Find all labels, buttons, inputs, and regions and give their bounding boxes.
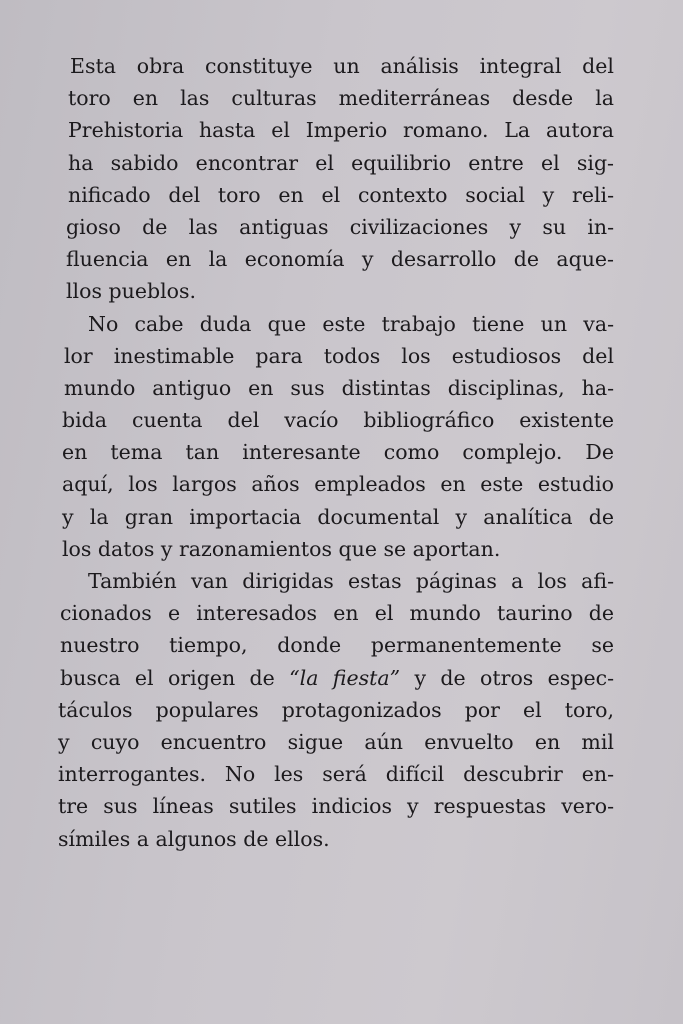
text-line: ha sabido encontrar el equilibrio entre el sig- bbox=[68, 150, 614, 175]
text-line: símiles a algunos de ellos. bbox=[58, 826, 330, 851]
text-line: y la gran importacia documental y analítica de bbox=[62, 504, 614, 529]
text-line: llos pueblos. bbox=[66, 279, 197, 304]
text-line: mundo antiguo en sus distintas disciplinas, ha- bbox=[64, 375, 614, 400]
text-line: cionados e interesados en el mundo taurino de bbox=[60, 601, 614, 626]
text-line: nificado del toro en el contexto social y reli- bbox=[68, 182, 614, 207]
text-line: tre sus líneas sutiles indicios y respuestas vero- bbox=[58, 794, 614, 819]
text-fragment: busca el origen de bbox=[60, 665, 290, 690]
text-line: Prehistoria hasta el Imperio romano. La autora bbox=[68, 118, 614, 143]
text-line: gioso de las antiguas civilizaciones y su in- bbox=[66, 214, 614, 239]
text-line: interrogantes. No les será difícil descubrir en- bbox=[58, 762, 614, 787]
text-fragment: y de otros espec- bbox=[414, 665, 614, 690]
paragraph-2 bbox=[58, 308, 614, 566]
text-line: y cuyo encuentro sigue aún envuelto en mil bbox=[58, 729, 614, 754]
text-line: No cabe duda que este trabajo tiene un va- bbox=[88, 311, 614, 336]
text-line: nuestro tiempo, donde permanentemente se bbox=[60, 633, 614, 658]
text-line: en tema tan interesante como complejo. De bbox=[62, 440, 614, 465]
paragraph-3 bbox=[58, 565, 614, 855]
italic-phrase: “la fiesta” bbox=[289, 665, 401, 690]
paragraph-1 bbox=[58, 50, 614, 308]
text-line: También van dirigidas estas páginas a los afi- bbox=[88, 569, 614, 593]
cover-text bbox=[58, 50, 614, 855]
text-line-with-italic bbox=[58, 662, 614, 694]
text-line: fluencia en la economía y desarrollo de aque- bbox=[66, 247, 614, 272]
text-line: lor inestimable para todos los estudiosos del bbox=[64, 343, 614, 368]
text-line: Esta obra constituye un análisis integral del bbox=[70, 54, 614, 78]
text-line: táculos populares protagonizados por el toro, bbox=[58, 697, 614, 722]
text-line: aquí, los largos años empleados en este estudio bbox=[62, 472, 614, 497]
text-line: toro en las culturas mediterráneas desde la bbox=[68, 86, 614, 111]
text-line: los datos y razonamientos que se aportan. bbox=[62, 536, 501, 561]
text-line: bida cuenta del vacío bibliográfico existente bbox=[62, 408, 614, 433]
